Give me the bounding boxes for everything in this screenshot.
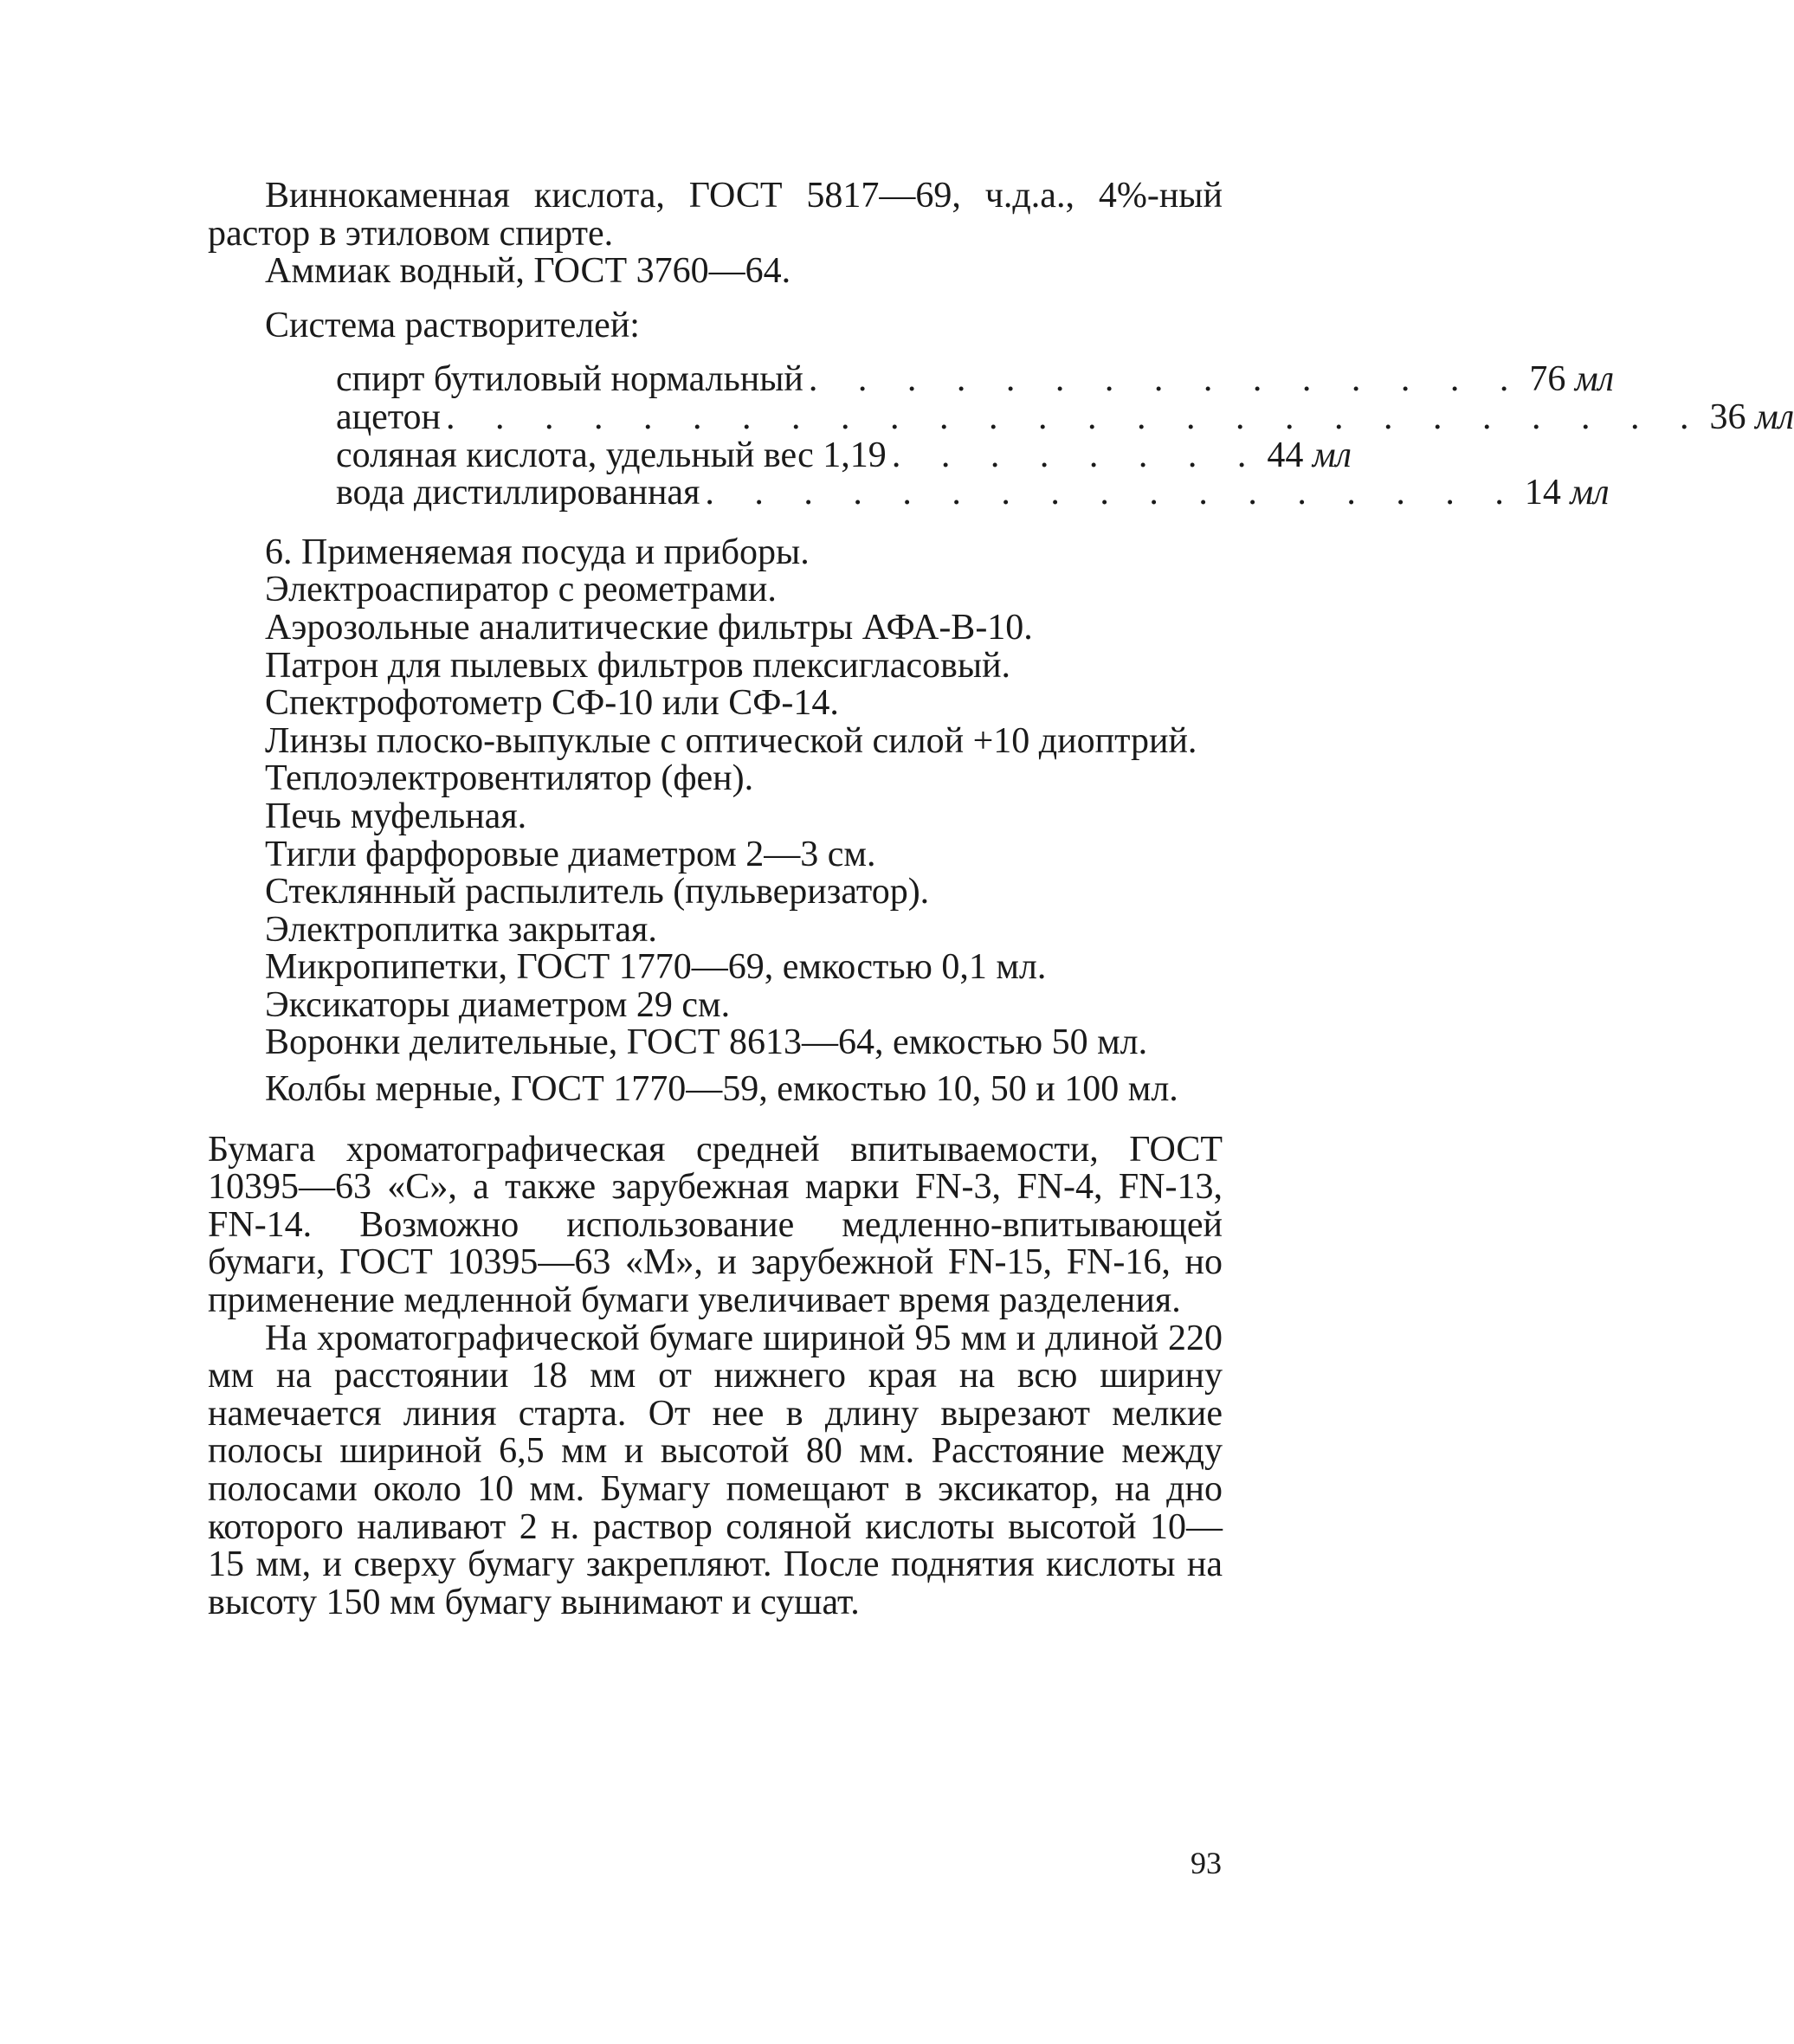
procedure-paragraph: На хроматографической бумаге шириной 95 мм и длиной 220 мм на расстоянии 18 мм от нижнего края на всю ширину намечается линия старта. От нее в длину вырезают мелкие полосы шириной 6,5 мм и высотой 80 мм. Расстояние между полосами около 10 мм. Бумагу помещают в эксикатор, на дно которого наливают 2 н. раствор соляной кислоты высотой 10—15 мм, и сверху бумагу закрепляют. После поднятия кислоты на высоту 150 мм бумагу вынимают и сушат. — [208, 1318, 1223, 1622]
equipment-item: Электроплитка закрытая. — [265, 909, 657, 950]
reagent-ammonia: Аммиак водный, ГОСТ 3760—64. — [265, 251, 791, 292]
solvent-system-title: Система растворителей: — [265, 305, 640, 345]
page-body — [208, 176, 1794, 1622]
equipment-item: Патрон для пылевых фильтров плексигласовый. — [265, 645, 1011, 686]
equipment-item: Спектрофотометр СФ-10 или СФ-14. — [265, 683, 839, 724]
solvent-list — [336, 359, 1794, 513]
dot-leader: . . . . . . . . . . . . . . . — [808, 359, 1525, 400]
solvent-name: спирт бутиловый нормальный — [336, 359, 803, 400]
solvent-row — [336, 473, 1610, 513]
equipment-item: Стеклянный распылитель (пульверизатор). — [265, 872, 930, 912]
solvent-row — [336, 359, 1615, 400]
equipment-item: Эксикаторы диаметром 29 см. — [265, 984, 731, 1025]
equipment-heading: 6. Применяемая посуда и приборы. — [265, 532, 810, 572]
page-number: 93 — [1191, 1846, 1222, 1880]
solvent-name: соляная кислота, удельный вес 1,19 — [336, 435, 887, 475]
solvent-amount: 14 мл — [1524, 473, 1610, 513]
solvent-row — [336, 435, 1352, 475]
solvent-amount: 36 мл — [1709, 397, 1794, 437]
equipment-item: Печь муфельная. — [265, 796, 527, 836]
solvent-name: вода дистиллированная — [336, 473, 700, 513]
solvent-amount: 76 мл — [1529, 359, 1615, 400]
equipment-item: Колбы мерные, ГОСТ 1770—59, емкостью 10, 50 и 100 мл. — [265, 1069, 1178, 1110]
equipment-item: Микропипетки, ГОСТ 1770—69, емкостью 0,1 мл. — [265, 947, 1047, 988]
solvent-amount: 44 мл — [1267, 435, 1352, 475]
reagent-tartaric-acid: Виннокаменная кислота, ГОСТ 5817—69, ч.д.а., 4%-ный растор в этиловом спирте. — [208, 176, 1223, 254]
equipment-item: Линзы плоско-выпуклые с оптической силой +10 диоптрий. — [265, 720, 1197, 761]
dot-leader: . . . . . . . . . . . . . . . . . . . . . . . . . . — [446, 397, 1705, 437]
equipment-item: Теплоэлектровентилятор (фен). — [265, 758, 754, 799]
dot-leader: . . . . . . . . — [891, 435, 1262, 475]
equipment-item: Тигли фарфоровые диаметром 2—3 см. — [265, 834, 876, 874]
solvent-row — [336, 397, 1794, 437]
dot-leader: . . . . . . . . . . . . . . . . . — [705, 473, 1520, 513]
equipment-item: Электроаспиратор с реометрами. — [265, 570, 777, 610]
paper-paragraph: Бумага хроматографическая средней впитываемости, ГОСТ 10395—63 «С», а также зарубежная марки FN-3, FN-4, FN-13, FN-14. Возможно использование медленно-впитывающей бумаги, ГОСТ 10395—63 «М», и зарубежной FN-15, FN-16, но применение медленной бумаги увеличивает время разделения. — [208, 1129, 1223, 1321]
solvent-name: ацетон — [336, 397, 442, 437]
equipment-item: Воронки делительные, ГОСТ 8613—64, емкостью 50 мл. — [265, 1022, 1148, 1063]
equipment-item: Аэрозольные аналитические фильтры АФА-В-10. — [265, 607, 1033, 648]
